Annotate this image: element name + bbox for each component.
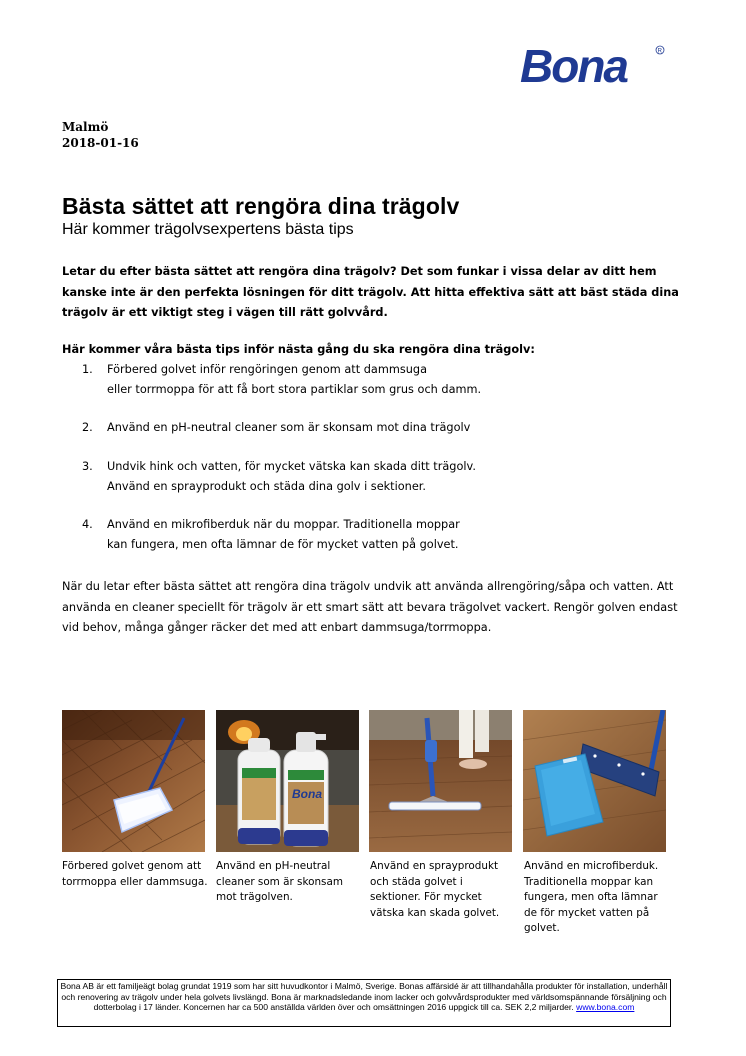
header-meta bbox=[62, 119, 139, 151]
list-number: 2. bbox=[82, 421, 93, 434]
article-subtitle: Här kommer trägolvsexpertens bästa tips bbox=[62, 221, 354, 238]
list-text: Undvik hink och vatten, för mycket vätska kan skada ditt trägolv. Använd en sprayprodukt och städa dina golv i sektioner. bbox=[107, 460, 476, 493]
list-text: Förbered golvet inför rengöringen genom att dammsuga eller torrmoppa för att få bort stora partiklar som grus och damm. bbox=[107, 363, 482, 396]
company-footer bbox=[57, 979, 671, 1027]
article-title: Bästa sättet att rengöra dina trägolv bbox=[62, 193, 460, 219]
list-text: Använd en mikrofiberduk när du moppar. Traditionella moppar kan fungera, men ofta lämnar de för mycket vatten på golvet. bbox=[107, 518, 460, 551]
logo-wordmark: Bona bbox=[520, 40, 627, 90]
footer-link[interactable]: www.bona.com bbox=[576, 1002, 635, 1012]
list-text: Använd en pH-neutral cleaner som är skonsam mot dina trägolv bbox=[107, 421, 471, 434]
photo-dry-mop bbox=[62, 710, 205, 852]
date: 2018-01-16 bbox=[62, 136, 139, 150]
list-number: 4. bbox=[82, 518, 93, 531]
tips-heading: Här kommer våra bästa tips inför nästa gång du ska rengöra dina trägolv: bbox=[62, 343, 535, 356]
photo-microfiber bbox=[523, 710, 666, 852]
photo-cleaner-bottles bbox=[216, 710, 359, 852]
bona-logo bbox=[518, 40, 668, 90]
photo-caption-1: Förbered golvet genom att torrmoppa eller dammsuga. bbox=[62, 860, 208, 888]
list-number: 1. bbox=[82, 363, 93, 376]
svg-text:R: R bbox=[657, 48, 662, 55]
closing-paragraph: När du letar efter bästa sättet att rengöra dina trägolv undvik att använda allrengöring/såpa och vatten. Att använda en cleaner speciellt för trägolv är ett smart sätt att bevara trägolvet vackert. Rengör golven endast vid behov, många gånger räcker det med att enbart dammsuga/torrmoppa. bbox=[62, 580, 678, 634]
photo-caption-4: Använd en microfiberduk. Traditionella moppar kan fungera, men ofta lämnar de för mycket vatten på golvet. bbox=[524, 860, 659, 934]
photo-caption-2: Använd en pH-neutral cleaner som är skonsam mot trägolven. bbox=[216, 860, 343, 903]
spray-mop-pad bbox=[389, 802, 481, 810]
city: Malmö bbox=[62, 120, 109, 134]
list-number: 3. bbox=[82, 460, 93, 473]
footer-text: Bona AB är ett familjeägt bolag grundat 1919 som har sitt huvudkontor i Malmö, Sverige. Bonas affärsidé är att tillhandahålla produkter för installation, underhåll och renovering av trägolv under hela golvets livslängd. Bona är marknadsledande inom lacker och golvvårdsprodukter med världsomspännande försäljning och dotterbolag i 17 länder. Koncernen har ca 500 anställda världen över och omsättningen 2016 uppgick till ca. SEK 2,2 miljarder. bbox=[60, 981, 668, 1012]
bottle-label: Bona bbox=[292, 787, 322, 801]
photo-caption-3: Använd en sprayprodukt och städa golvet i sektioner. För mycket vätska kan skada golvet. bbox=[370, 860, 500, 919]
photo-spray-mop bbox=[369, 710, 512, 852]
lead-paragraph: Letar du efter bästa sättet att rengöra dina trägolv? Det som funkar i vissa delar av ditt hem kanske inte är den perfekta lösningen för ditt trägolv. Att hitta effektiva sätt att bäst städa dina trägolv är ett viktigt steg i vägen till rätt golvvård. bbox=[62, 265, 679, 319]
